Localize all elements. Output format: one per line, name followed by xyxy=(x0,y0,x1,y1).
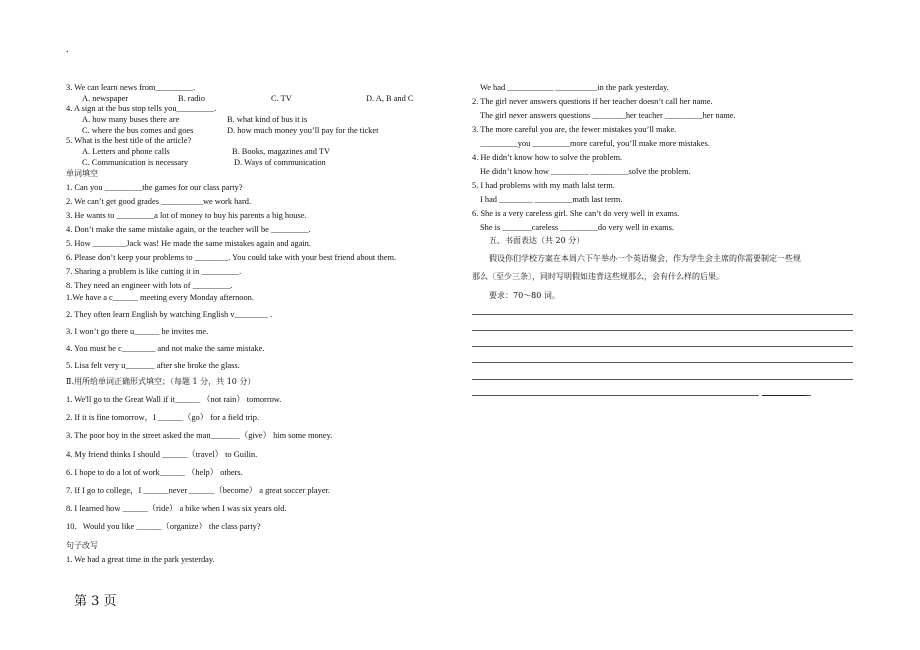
list-item: 7. Sharing a problem is like cutting it in _________. xyxy=(66,267,242,276)
answer-line[interactable] xyxy=(472,346,853,347)
list-item: 3. The poor boy in the street asked the man_______（give） him some money. xyxy=(66,431,333,440)
list-item: 4. He didn’t know how to solve the problem. xyxy=(472,153,623,162)
list-item: 8. They need an engineer with lots of _________. xyxy=(66,281,233,290)
section-heading: 句子改写 xyxy=(66,541,98,550)
list-item: 4. You must be c________ and not make the same mistake. xyxy=(66,344,265,353)
option-b: B. Books, magazines and TV xyxy=(232,147,331,156)
list-item: 4. My friend thinks I should ______（travel） to Guilin. xyxy=(66,450,258,459)
writing-prompt: 假设你们学校方案在本周六下午举办一个英语聚会，作为学生会主席的你需要制定一些规 xyxy=(489,254,801,263)
section-heading: Ⅱ.用所给单词正确形式填空；（每题 1 分，共 10 分） xyxy=(66,377,256,386)
list-item: 4. Don’t make the same mistake again, or the teacher will be _________. xyxy=(66,225,311,234)
list-item: 6. She is a very careless girl. She can’t do very well in exams. xyxy=(472,209,680,218)
section-heading: 单词填空 xyxy=(66,169,98,178)
option-a: A. Letters and phone calls xyxy=(82,147,170,156)
writing-requirement: 要求：70～80 词。 xyxy=(489,291,560,300)
option-a: A. how many buses there are xyxy=(82,115,180,124)
list-item: 2. They often learn English by watching English v________ . xyxy=(66,310,273,319)
list-item: 1.We have a c______ meeting every Monday afternoon. xyxy=(66,293,254,302)
list-item: 5. Lisa felt very u_______ after she broke the glass. xyxy=(66,361,240,370)
option-d: D. A, B and C xyxy=(366,94,414,103)
list-item: 2. If it is fine tomorrow，I ______（go） for a field trip. xyxy=(66,413,260,422)
list-item: 5. I had problems with my math lalst term. xyxy=(472,181,615,190)
page-dot: . xyxy=(66,44,69,55)
list-item: 1. We'll go to the Great Wall if it______ （not rain） tomorrow. xyxy=(66,395,282,404)
list-item: We had ___________ __________in the park yesterday. xyxy=(480,83,669,92)
list-item: 2. We can’t get good grades __________we work hard. xyxy=(66,197,252,206)
option-c: C. where the bus comes and goes xyxy=(82,126,194,135)
list-item: 6. I hope to do a lot of work______ （help） others. xyxy=(66,468,243,477)
list-item: _________you _________more careful, you’ll make more mistakes. xyxy=(480,139,710,148)
list-item: 5. How ________Jack was! He made the same mistakes again and again. xyxy=(66,239,311,248)
list-item: 3. The more careful you are, the fewer mistakes you’ll make. xyxy=(472,125,677,134)
answer-line-tail xyxy=(762,395,806,396)
option-c: C. TV xyxy=(271,94,292,103)
answer-line[interactable] xyxy=(472,362,853,363)
question-stem: 5. What is the best title of the article? xyxy=(66,136,192,145)
list-item: 10．Would you like ______（organize） the class party? xyxy=(66,522,261,531)
list-item: 3. I won’t go there u______ he invites me. xyxy=(66,327,209,336)
list-item: I had ________ _________math last term. xyxy=(480,195,623,204)
list-item: 7. If I go to college，I ______never ______（become） a great soccer player. xyxy=(66,486,330,495)
list-item: 6. Please don’t keep your problems to ________. You could take with your best friend about them. xyxy=(66,253,397,262)
page-number: 第 3 页 xyxy=(74,594,117,609)
list-item: She is _______careless _________do very well in exams. xyxy=(480,223,674,232)
answer-line[interactable] xyxy=(472,395,759,396)
answer-line[interactable] xyxy=(472,314,853,315)
option-d: D. how much money you’ll pay for the ticket xyxy=(227,126,379,135)
question-stem: 3. We can learn news from_________. xyxy=(66,83,196,92)
answer-line[interactable] xyxy=(472,330,853,331)
option-a: A. newspaper xyxy=(82,94,129,103)
option-c: C. Communication is necessary xyxy=(82,158,189,167)
answer-line-end xyxy=(806,395,811,396)
writing-prompt: 那么〔至少三条〕，同时写明假如违背这些规那么，会有什么样的后果。 xyxy=(472,272,724,281)
list-item: The girl never answers questions ________her teacher _________her name. xyxy=(480,111,736,120)
list-item: 2. The girl never answers questions if her teacher doesn’t call her name. xyxy=(472,97,713,106)
option-b: B. what kind of bus it is xyxy=(227,115,308,124)
list-item: 1. Can you _________the games for our class party? xyxy=(66,183,243,192)
list-item: 8. I learned how ______（ride） a bike when I was six years old. xyxy=(66,504,287,513)
question-stem: 4. A sign at the bus stop tells you_________. xyxy=(66,104,217,113)
option-b: B. radio xyxy=(178,94,205,103)
section-heading: 五、书面表达（共 20 分） xyxy=(489,236,585,245)
answer-line[interactable] xyxy=(472,379,853,380)
list-item: 1. We had a great time in the park yesterday. xyxy=(66,555,215,564)
list-item: 3. He wants to _________a lot of money to buy his parents a big house. xyxy=(66,211,307,220)
list-item: He didn’t know how _________ _________solve the problem. xyxy=(480,167,691,176)
option-d: D. Ways of communication xyxy=(234,158,326,167)
